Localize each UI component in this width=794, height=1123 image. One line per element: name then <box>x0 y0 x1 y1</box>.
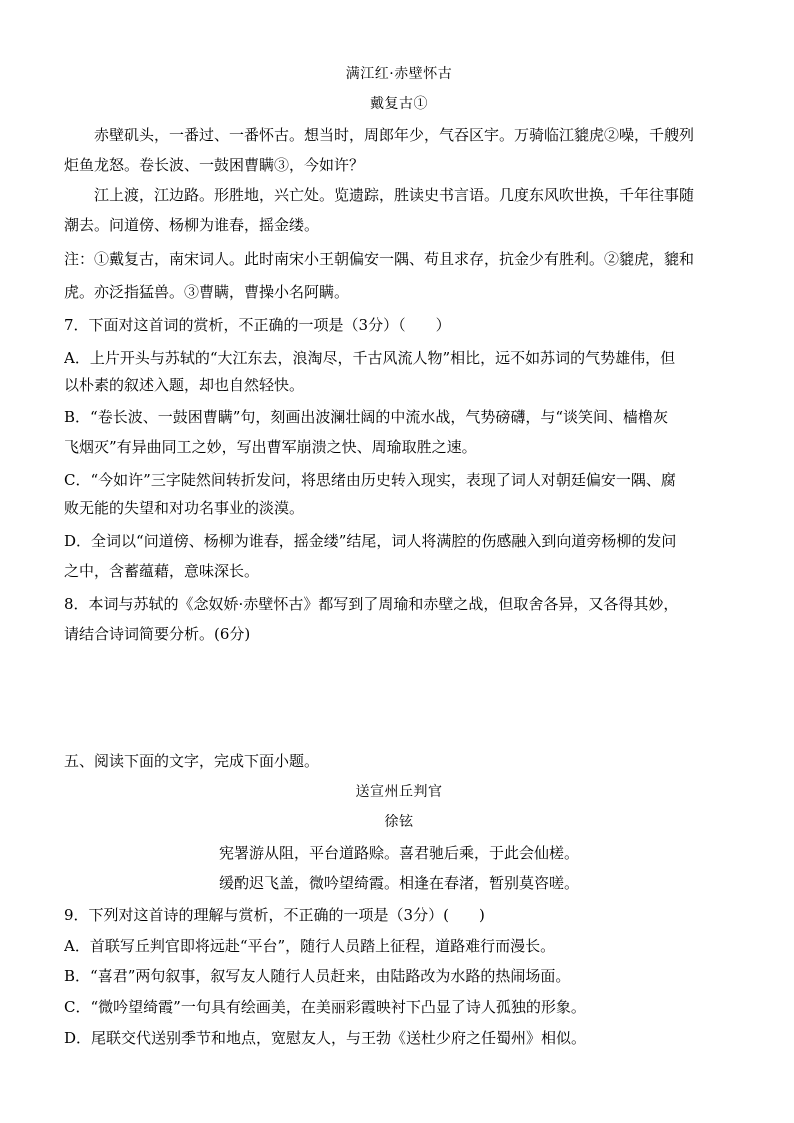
question-7-stem: 7．下面对这首词的赏析，不正确的一项是（3分）（ ） <box>64 316 451 334</box>
question-7-option-b: B．“卷长波、一鼓困曹瞒”句，刻画出波澜壮阔的中流水战，气势磅礴，与“谈笑间、樯橹灰 <box>64 408 669 426</box>
poem-author: 徐铉 <box>384 814 414 830</box>
poem-line: 潮去。问道傍、杨柳为谁春，摇金缕。 <box>64 216 320 234</box>
poem-line: 赤壁矶头，一番过、一番怀古。想当时，周郎年少，气吞区宇。万骑临江貔虎②噪，千艘列 <box>94 126 695 144</box>
poem-line: 缓酌迟飞盖，微吟望绮霞。相逢在春渚，暂别莫咨嗟。 <box>218 874 579 892</box>
question-9-stem: 9．下列对这首诗的理解与赏析，不正确的一项是（3分）( ) <box>64 906 485 924</box>
poem-line: 江上渡，江边路。形胜地，兴亡处。览遗踪，胜读史书言语。几度东风吹世换，千年往事随 <box>94 186 695 204</box>
question-9-option-d: D．尾联交代送别季节和地点，宽慰友人，与王勃《送杜少府之任蜀州》相似。 <box>64 1029 587 1047</box>
question-7-option-d: 之中，含蓄蕴藉，意味深长。 <box>64 562 260 580</box>
question-8-stem: 请结合诗词简要分析。(6分) <box>64 625 251 643</box>
poem-title: 送宣州丘判官 <box>355 784 443 800</box>
question-7-option-d: D．全词以“问道傍、杨柳为谁春，摇金缕”结尾，词人将满腔的伤感融入到向道旁杨柳的发问 <box>64 532 677 550</box>
question-7-option-c: 败无能的失望和对功名事业的淡漠。 <box>64 499 305 517</box>
poem-author: 戴复古① <box>370 96 428 112</box>
annotation-note: 虎。亦泛指猛兽。③曹瞒，曹操小名阿瞒。 <box>64 283 350 301</box>
question-7-option-b: 飞烟灭”有异曲同工之妙，写出曹军崩溃之快、周瑜取胜之速。 <box>64 438 477 456</box>
poem-title: 满江红·赤壁怀古 <box>345 66 453 82</box>
question-7-option-a: A．上片开头与苏轼的“大江东去，浪淘尽，千古风流人物”相比，远不如苏词的气势雄伟，但 <box>64 349 676 367</box>
section-heading: 五、阅读下面的文字，完成下面小题。 <box>64 752 320 770</box>
question-9-option-b: B．“喜君”两句叙事，叙写友人随行人员赶来，由陆路改为水路的热闹场面。 <box>64 967 571 985</box>
question-7-option-c: C．“今如许”三字陡然间转折发问，将思绪由历史转入现实，表现了词人对朝廷偏安一隅、腐 <box>64 471 676 489</box>
annotation-note: 注：①戴复古，南宋词人。此时南宋小王朝偏安一隅、苟且求存，抗金少有胜利。②貔虎，貔和 <box>64 250 695 268</box>
poem-line: 炬鱼龙怒。卷长波、一鼓困曹瞒③，今如许？ <box>64 156 365 174</box>
question-9-option-a: A．首联写丘判官即将远赴“平台”，随行人员踏上征程，道路难行而漫长。 <box>64 937 556 955</box>
poem-line: 宪署游从阻，平台道路赊。喜君驰后乘，于此会仙槎。 <box>218 844 579 862</box>
question-8-stem: 8．本词与苏轼的《念奴娇·赤壁怀古》都写到了周瑜和赤壁之战，但取舍各异，又各得其妙， <box>64 595 679 613</box>
question-9-option-c: C．“微吟望绮霞”一句具有绘画美，在美丽彩霞映衬下凸显了诗人孤独的形象。 <box>64 998 586 1016</box>
question-7-option-a: 以朴素的叙述入题，却也自然轻快。 <box>64 376 305 394</box>
